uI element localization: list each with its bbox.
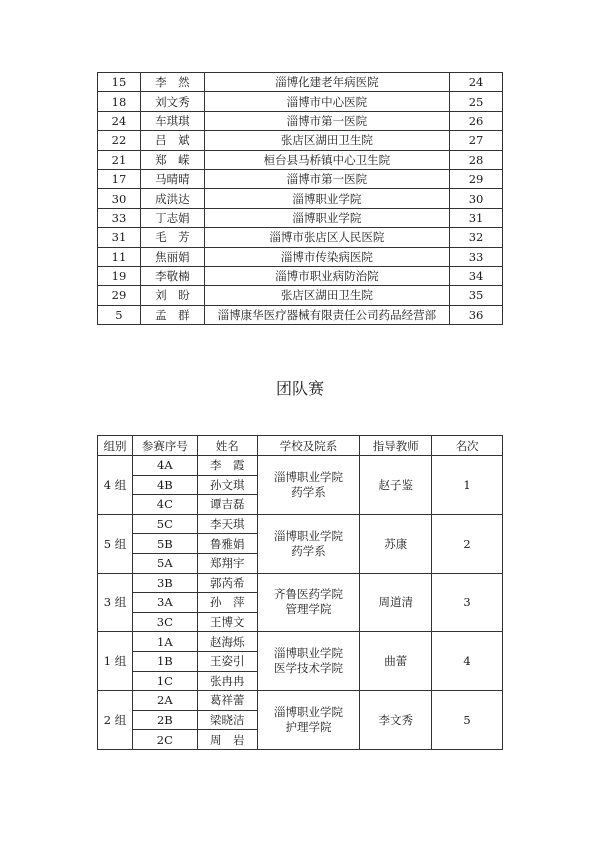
rank-cell: 28: [450, 150, 503, 169]
member-name-cell: 王姿引: [197, 651, 257, 671]
table-row: [98, 150, 503, 169]
table-row: [98, 514, 503, 534]
table-row: [98, 228, 503, 247]
member-name-cell: 谭吉磊: [197, 495, 257, 515]
entry-number-cell: 29: [98, 286, 141, 305]
member-name-cell: 郭芮希: [197, 573, 257, 593]
team-section-title: 团队赛: [275, 379, 324, 398]
member-name-cell: 王博文: [197, 612, 257, 632]
header-entry-number: 参赛序号: [132, 436, 197, 456]
table-row: [98, 111, 503, 130]
school-cell: [257, 691, 360, 750]
team-rank-cell: 4: [432, 632, 503, 691]
member-code-cell: 5A: [132, 553, 197, 573]
organization-cell: 淄博化建老年病医院: [204, 73, 449, 92]
organization-cell: 淄博市职业病防治院: [204, 266, 449, 285]
name-cell: 孟 群: [140, 305, 204, 324]
table-row: [98, 456, 503, 476]
name-cell: 马晴晴: [140, 169, 204, 188]
rank-cell: 24: [450, 73, 503, 92]
organization-cell: 桓台县马桥镇中心卫生院: [204, 150, 449, 169]
member-code-cell: 1B: [132, 651, 197, 671]
entry-number-cell: 33: [98, 208, 141, 227]
organization-cell: 张店区湖田卫生院: [204, 286, 449, 305]
team-rank-cell: 1: [432, 456, 503, 515]
team-rank-cell: 3: [432, 573, 503, 632]
organization-cell: 淄博康华医疗器械有限责任公司药品经营部: [204, 305, 449, 324]
individual-results-table: [97, 72, 503, 325]
member-code-cell: 4C: [132, 495, 197, 515]
entry-number-cell: 30: [98, 189, 141, 208]
name-cell: 李 然: [140, 73, 204, 92]
member-code-cell: 2A: [132, 691, 197, 711]
school-cell: [257, 573, 360, 632]
member-code-cell: 1A: [132, 632, 197, 652]
teacher-cell: 赵子鉴: [360, 456, 432, 515]
member-name-cell: 张冉冉: [197, 671, 257, 691]
school-line-1: 淄博职业学院: [273, 705, 343, 720]
member-code-cell: 3C: [132, 612, 197, 632]
name-cell: 吕 斌: [140, 131, 204, 150]
name-cell: 毛 芳: [140, 228, 204, 247]
school-line-2: 药学系: [291, 543, 326, 558]
team-rank-cell: 5: [432, 691, 503, 750]
teacher-cell: 苏康: [360, 514, 432, 573]
member-code-cell: 3A: [132, 593, 197, 613]
table-row: [98, 73, 503, 92]
rank-cell: 26: [450, 111, 503, 130]
school-line-1: 淄博职业学院: [273, 469, 343, 484]
team-results-table: [97, 435, 503, 750]
school-line-2: 护理学院: [285, 720, 332, 735]
table-row: [98, 691, 503, 711]
name-cell: 成洪达: [140, 189, 204, 208]
member-name-cell: 孙 萍: [197, 593, 257, 613]
rank-cell: 35: [450, 286, 503, 305]
group-cell: 2 组: [98, 691, 133, 750]
school-line-1: 齐鲁医药学院: [273, 587, 343, 602]
school-cell: [257, 632, 360, 691]
name-cell: 丁志娟: [140, 208, 204, 227]
rank-cell: 32: [450, 228, 503, 247]
organization-cell: 淄博市中心医院: [204, 92, 449, 111]
team-header-row: [98, 436, 503, 456]
teacher-cell: 李文秀: [360, 691, 432, 750]
rank-cell: 25: [450, 92, 503, 111]
table-row: [98, 189, 503, 208]
teacher-cell: 曲蕾: [360, 632, 432, 691]
rank-cell: 29: [450, 169, 503, 188]
table-row: [98, 632, 503, 652]
table-row: [98, 131, 503, 150]
school-cell: [257, 456, 360, 515]
header-rank: 名次: [432, 436, 503, 456]
header-school: 学校及院系: [257, 436, 360, 456]
member-code-cell: 4A: [132, 456, 197, 476]
table-row: [98, 92, 503, 111]
organization-cell: 淄博市第一医院: [204, 169, 449, 188]
rank-cell: 27: [450, 131, 503, 150]
name-cell: 焦丽娟: [140, 247, 204, 266]
name-cell: 刘文秀: [140, 92, 204, 111]
member-name-cell: 李 霞: [197, 456, 257, 476]
entry-number-cell: 17: [98, 169, 141, 188]
member-code-cell: 2C: [132, 730, 197, 750]
school-line-2: 药学系: [291, 484, 326, 499]
table-row: [98, 169, 503, 188]
name-cell: 郑 嵘: [140, 150, 204, 169]
table-row: [98, 208, 503, 227]
member-name-cell: 葛祥蕾: [197, 691, 257, 711]
organization-cell: 淄博市传染病医院: [204, 247, 449, 266]
member-name-cell: 李天琪: [197, 514, 257, 534]
member-name-cell: 郑翔宇: [197, 553, 257, 573]
member-name-cell: 孙文琪: [197, 475, 257, 495]
organization-cell: 淄博职业学院: [204, 189, 449, 208]
member-name-cell: 赵海烁: [197, 632, 257, 652]
group-cell: 4 组: [98, 456, 133, 515]
teacher-cell: 周道清: [360, 573, 432, 632]
school-line-2: 医学技术学院: [273, 661, 343, 676]
entry-number-cell: 15: [98, 73, 141, 92]
table-row: [98, 286, 503, 305]
header-name: 姓名: [197, 436, 257, 456]
member-name-cell: 周 岩: [197, 730, 257, 750]
member-code-cell: 5B: [132, 534, 197, 554]
table-row: [98, 266, 503, 285]
entry-number-cell: 24: [98, 111, 141, 130]
header-teacher: 指导教师: [360, 436, 432, 456]
school-cell: [257, 514, 360, 573]
member-code-cell: 2B: [132, 710, 197, 730]
member-code-cell: 1C: [132, 671, 197, 691]
group-cell: 1 组: [98, 632, 133, 691]
group-cell: 3 组: [98, 573, 133, 632]
group-cell: 5 组: [98, 514, 133, 573]
member-code-cell: 5C: [132, 514, 197, 534]
organization-cell: 张店区湖田卫生院: [204, 131, 449, 150]
rank-cell: 34: [450, 266, 503, 285]
entry-number-cell: 5: [98, 305, 141, 324]
rank-cell: 36: [450, 305, 503, 324]
table-row: [98, 573, 503, 593]
entry-number-cell: 22: [98, 131, 141, 150]
name-cell: 刘 盼: [140, 286, 204, 305]
entry-number-cell: 18: [98, 92, 141, 111]
table-row: [98, 247, 503, 266]
rank-cell: 33: [450, 247, 503, 266]
entry-number-cell: 11: [98, 247, 141, 266]
member-code-cell: 3B: [132, 573, 197, 593]
rank-cell: 30: [450, 189, 503, 208]
entry-number-cell: 31: [98, 228, 141, 247]
team-rank-cell: 2: [432, 514, 503, 573]
organization-cell: 淄博职业学院: [204, 208, 449, 227]
table-row: [98, 305, 503, 324]
entry-number-cell: 21: [98, 150, 141, 169]
member-name-cell: 梁晓洁: [197, 710, 257, 730]
member-code-cell: 4B: [132, 475, 197, 495]
organization-cell: 淄博市第一医院: [204, 111, 449, 130]
name-cell: 李敬楠: [140, 266, 204, 285]
member-name-cell: 鲁雅娟: [197, 534, 257, 554]
school-line-1: 淄博职业学院: [273, 528, 343, 543]
rank-cell: 31: [450, 208, 503, 227]
header-group: 组别: [98, 436, 133, 456]
organization-cell: 淄博市张店区人民医院: [204, 228, 449, 247]
name-cell: 车琪琪: [140, 111, 204, 130]
entry-number-cell: 19: [98, 266, 141, 285]
school-line-1: 淄博职业学院: [273, 646, 343, 661]
school-line-2: 管理学院: [285, 602, 332, 617]
